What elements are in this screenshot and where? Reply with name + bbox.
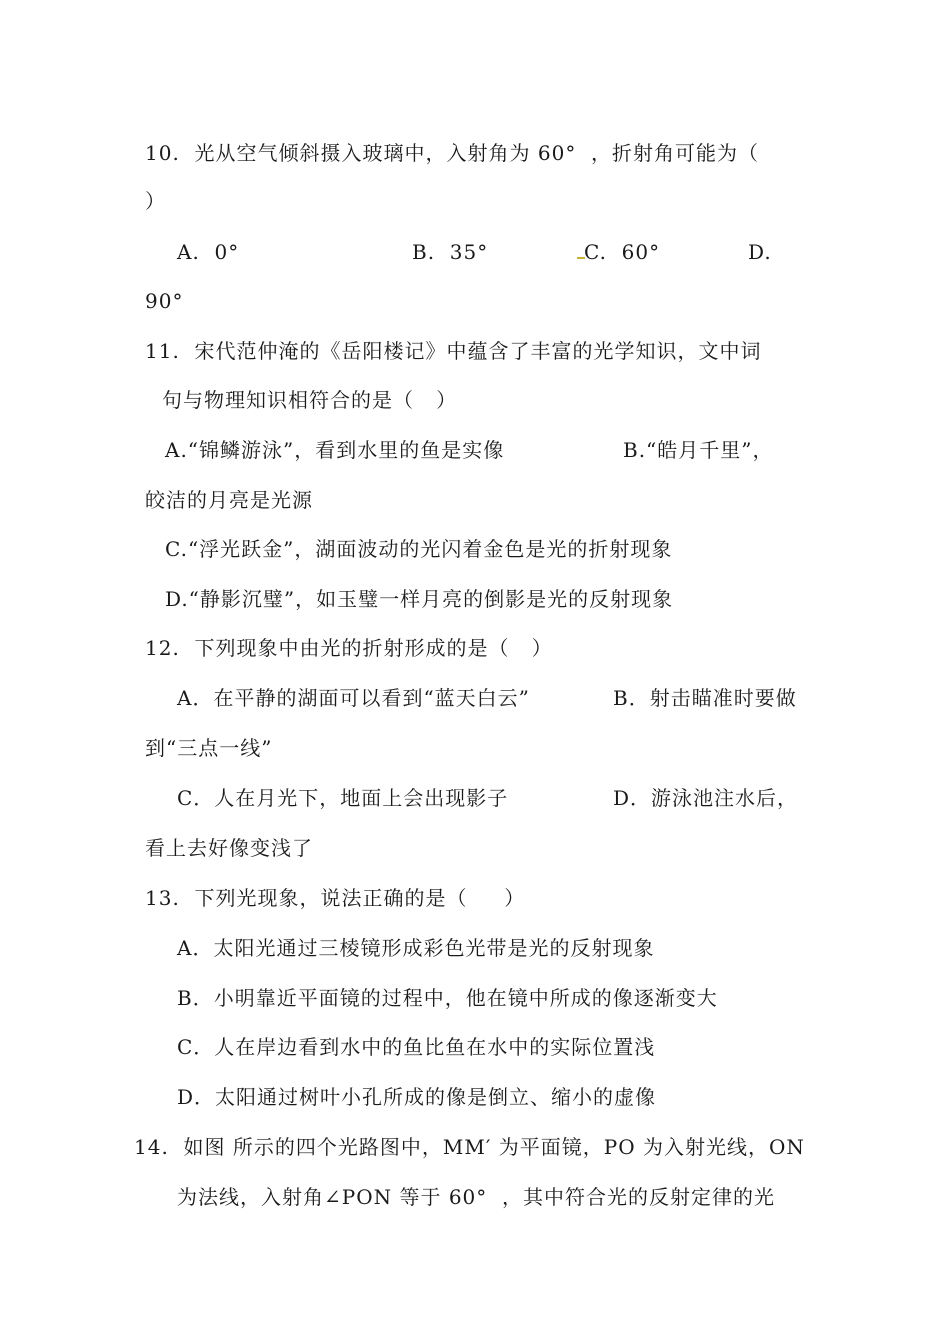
q10-stem: 10. 光从空气倾斜摄入玻璃中，入射角为 60° ，折射角可能为（ <box>145 141 760 165</box>
q14-stem-cont: 为法线，入射角∠PON 等于 60° ，其中符合光的反射定律的光 <box>177 1185 775 1209</box>
q11-option-b: B.“皓月千里”， <box>623 438 774 462</box>
q12-option-d: D．游泳池注水后， <box>613 786 799 810</box>
q12-option-a: A．在平静的湖面可以看到“蓝天白云” <box>177 686 530 710</box>
q13-stem: 13. 下列光现象，说法正确的是（ ） <box>145 886 526 910</box>
q11-option-c: C.“浮光跃金”，湖面波动的光闪着金色是光的折射现象 <box>165 537 673 561</box>
q10-option-a: A. 0° <box>177 240 240 264</box>
q10-close-paren: ） <box>145 189 166 213</box>
q10-option-b: B. 35° <box>412 240 489 264</box>
q13-option-b: B．小明靠近平面镜的过程中，他在镜中所成的像逐渐变大 <box>177 986 718 1010</box>
q12-option-c: C．人在月光下，地面上会出现影子 <box>177 786 509 810</box>
q13-option-a: A．太阳光通过三棱镜形成彩色光带是光的反射现象 <box>177 936 655 960</box>
q11-stem: 11. 宋代范仲淹的《岳阳楼记》中蕴含了丰富的光学知识，文中词 <box>145 339 762 363</box>
q11-stem-cont: 句与物理知识相符合的是（ ） <box>162 388 458 412</box>
q12-option-b: B．射击瞄准时要做 <box>613 686 797 710</box>
q11-option-a: A.“锦鳞游泳”，看到水里的鱼是实像 <box>165 438 505 462</box>
q13-option-c: C．人在岸边看到水中的鱼比鱼在水中的实际位置浅 <box>177 1035 656 1059</box>
q12-option-d-cont: 看上去好像变浅了 <box>145 836 313 860</box>
q10-option-c: C. 60° <box>584 240 661 264</box>
q10-option-d: D. <box>748 240 772 264</box>
q14-stem: 14. 如图 所示的四个光路图中，MM′ 为平面镜，PO 为入射光线，ON <box>134 1135 805 1159</box>
q11-option-b-cont: 皎洁的月亮是光源 <box>145 488 313 512</box>
q10-option-d-value: 90° <box>145 289 184 313</box>
q13-option-d: D．太阳通过树叶小孔所成的像是倒立、缩小的虚像 <box>177 1085 657 1109</box>
q12-option-b-cont: 到“三点一线” <box>145 736 273 760</box>
q11-option-d: D.“静影沉璧”，如玉璧一样月亮的倒影是光的反射现象 <box>165 587 674 611</box>
q12-stem: 12. 下列现象中由光的折射形成的是（ ） <box>145 636 553 660</box>
